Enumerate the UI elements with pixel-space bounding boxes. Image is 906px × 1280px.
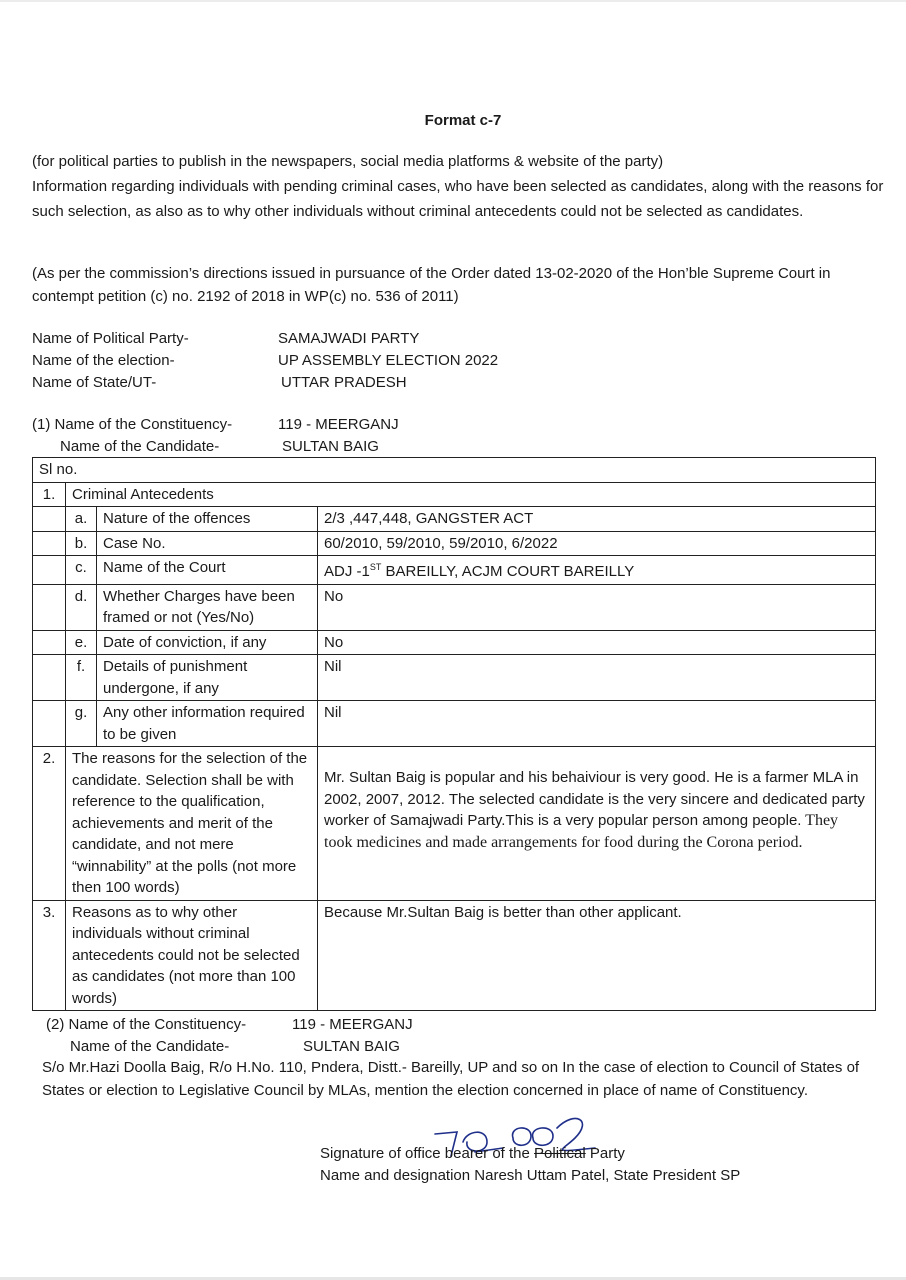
row-3-number: 3. bbox=[33, 900, 66, 1011]
court-value-post: BAREILLY, ACJM COURT BAREILLY bbox=[381, 563, 635, 580]
candidate-1-row bbox=[32, 436, 399, 458]
sl-no-header: Sl no. bbox=[33, 458, 876, 483]
signature-label-struck: Political bbox=[534, 1145, 586, 1162]
sub-letter: a. bbox=[66, 507, 97, 532]
spacer-cell bbox=[33, 556, 66, 585]
sub-value: Nil bbox=[318, 655, 876, 701]
party-details bbox=[32, 328, 498, 394]
table-header-row bbox=[33, 458, 876, 483]
sub-letter: f. bbox=[66, 655, 97, 701]
election-label: Name of the election- bbox=[32, 352, 175, 369]
scan-edge-top bbox=[0, 0, 906, 2]
constituency-2-row bbox=[46, 1014, 413, 1036]
sub-value: 2/3 ,447,448, GANGSTER ACT bbox=[318, 507, 876, 532]
table-row-selection-reasons bbox=[33, 747, 876, 901]
spacer-cell bbox=[33, 655, 66, 701]
table-row bbox=[33, 531, 876, 556]
sub-value: Nil bbox=[318, 701, 876, 747]
signature-label-pre: Signature of office bearer of the bbox=[320, 1145, 535, 1162]
intro-line-2: Information regarding individuals with pending criminal cases, who have been selected as candidates, along with the reasons for such selection, as also as to why other individuals without criminal antecedents could not be selected as candidates. bbox=[32, 178, 884, 220]
sub-value: 60/2010, 59/2010, 59/2010, 6/2022 bbox=[318, 531, 876, 556]
sub-value: No bbox=[318, 630, 876, 655]
constituency-1-value: 119 - MEERGANJ bbox=[278, 416, 399, 433]
signature-label bbox=[320, 1143, 740, 1165]
court-value-sup: ST bbox=[369, 562, 382, 572]
row-2-value bbox=[318, 747, 876, 901]
table-row bbox=[33, 507, 876, 532]
state-label: Name of State/UT- bbox=[32, 374, 157, 391]
sub-value: No bbox=[318, 584, 876, 630]
candidate-2-row bbox=[46, 1036, 413, 1058]
intro-line-1: (for political parties to publish in the newspapers, social media platforms & website of the party) bbox=[32, 153, 664, 170]
signature-block bbox=[320, 1143, 740, 1187]
table-row-criminal-antecedents bbox=[33, 482, 876, 507]
row-2-label: The reasons for the selection of the candidate. Selection shall be with reference to the qualification, achievements and merit of the candidate, and not mere “winnability” at the polls (not more then 100 words) bbox=[66, 747, 318, 901]
candidate-2-label: Name of the Candidate- bbox=[70, 1038, 230, 1055]
format-title: Format c-7 bbox=[424, 112, 502, 129]
constituency-1-row bbox=[32, 414, 399, 436]
party-row bbox=[32, 328, 498, 350]
spacer-cell bbox=[33, 584, 66, 630]
row-2-value-b: They took medicines and made arrangements for food during the Corona period. bbox=[324, 812, 839, 851]
row-2-number: 2. bbox=[33, 747, 66, 901]
candidate-2-value: SULTAN BAIG bbox=[303, 1038, 400, 1055]
sub-label: Date of conviction, if any bbox=[97, 630, 318, 655]
spacer-cell bbox=[33, 507, 66, 532]
spacer-cell bbox=[33, 531, 66, 556]
sub-label: Case No. bbox=[97, 531, 318, 556]
state-value: UTTAR PRADESH bbox=[281, 374, 407, 391]
election-row bbox=[32, 350, 498, 372]
table-row-other-individuals bbox=[33, 900, 876, 1011]
sub-letter: e. bbox=[66, 630, 97, 655]
table-row bbox=[33, 655, 876, 701]
candidate-1-value: SULTAN BAIG bbox=[282, 438, 379, 455]
table-row bbox=[33, 630, 876, 655]
row-1-label: Criminal Antecedents bbox=[66, 482, 876, 507]
sub-letter: d. bbox=[66, 584, 97, 630]
signature-label-post: Party bbox=[585, 1145, 625, 1162]
table-row bbox=[33, 556, 876, 585]
sub-label: Details of punishment undergone, if any bbox=[97, 655, 318, 701]
candidate-1-label: Name of the Candidate- bbox=[60, 438, 220, 455]
constituency-2-value: 119 - MEERGANJ bbox=[292, 1016, 413, 1033]
antecedents-table bbox=[32, 457, 876, 1011]
constituency-2 bbox=[46, 1014, 413, 1058]
party-label: Name of Political Party- bbox=[32, 330, 189, 347]
constituency-1-label: (1) Name of the Constituency- bbox=[32, 416, 233, 433]
state-row bbox=[32, 372, 498, 394]
sub-label: Nature of the offences bbox=[97, 507, 318, 532]
sub-label: Name of the Court bbox=[97, 556, 318, 585]
sub-letter: b. bbox=[66, 531, 97, 556]
sub-letter: g. bbox=[66, 701, 97, 747]
constituency-1 bbox=[32, 414, 399, 458]
commission-directions: (As per the commission’s directions issued in pursuance of the Order dated 13-02-2020 of the Hon’ble Supreme Court in contempt petition (c) no. 2192 of 2018 in WP(c) no. 536 of 2011) bbox=[32, 265, 831, 305]
spacer-cell bbox=[33, 630, 66, 655]
row-3-value: Because Mr.Sultan Baig is better than other applicant. bbox=[318, 900, 876, 1011]
candidate-address-note: S/o Mr.Hazi Doolla Baig, R/o H.No. 110, Pndera, Distt.- Bareilly, UP and so on In the case of election to Council of States of States or election to Legislative Council by MLAs, mention the election concerned in place of name of Constituency. bbox=[42, 1059, 860, 1099]
spacer-cell bbox=[33, 701, 66, 747]
row-1-number: 1. bbox=[33, 482, 66, 507]
sub-letter: c. bbox=[66, 556, 97, 585]
constituency-2-label: (2) Name of the Constituency- bbox=[46, 1016, 247, 1033]
sub-label: Whether Charges have been framed or not (Yes/No) bbox=[97, 584, 318, 630]
table-row bbox=[33, 701, 876, 747]
election-value: UP ASSEMBLY ELECTION 2022 bbox=[278, 352, 499, 369]
sub-value bbox=[318, 556, 876, 585]
party-value: SAMAJWADI PARTY bbox=[278, 330, 420, 347]
table-row bbox=[33, 584, 876, 630]
sub-label: Any other information required to be given bbox=[97, 701, 318, 747]
row-3-label: Reasons as to why other individuals without criminal antecedents could not be selected as candidates (not more than 100 words) bbox=[66, 900, 318, 1011]
court-value-pre: ADJ -1 bbox=[324, 563, 370, 580]
intro-section bbox=[32, 149, 884, 224]
signatory-designation: Name and designation Naresh Uttam Patel, State President SP bbox=[320, 1167, 741, 1184]
row-2-value-a: Mr. Sultan Baig is popular and his behaiviour is very good. He is a farmer MLA in 2002, 2007, 2012. The selected candidate is the very sincere and dedicated party worker of Samajwadi Party.This is a very popular person among people. bbox=[324, 769, 865, 829]
